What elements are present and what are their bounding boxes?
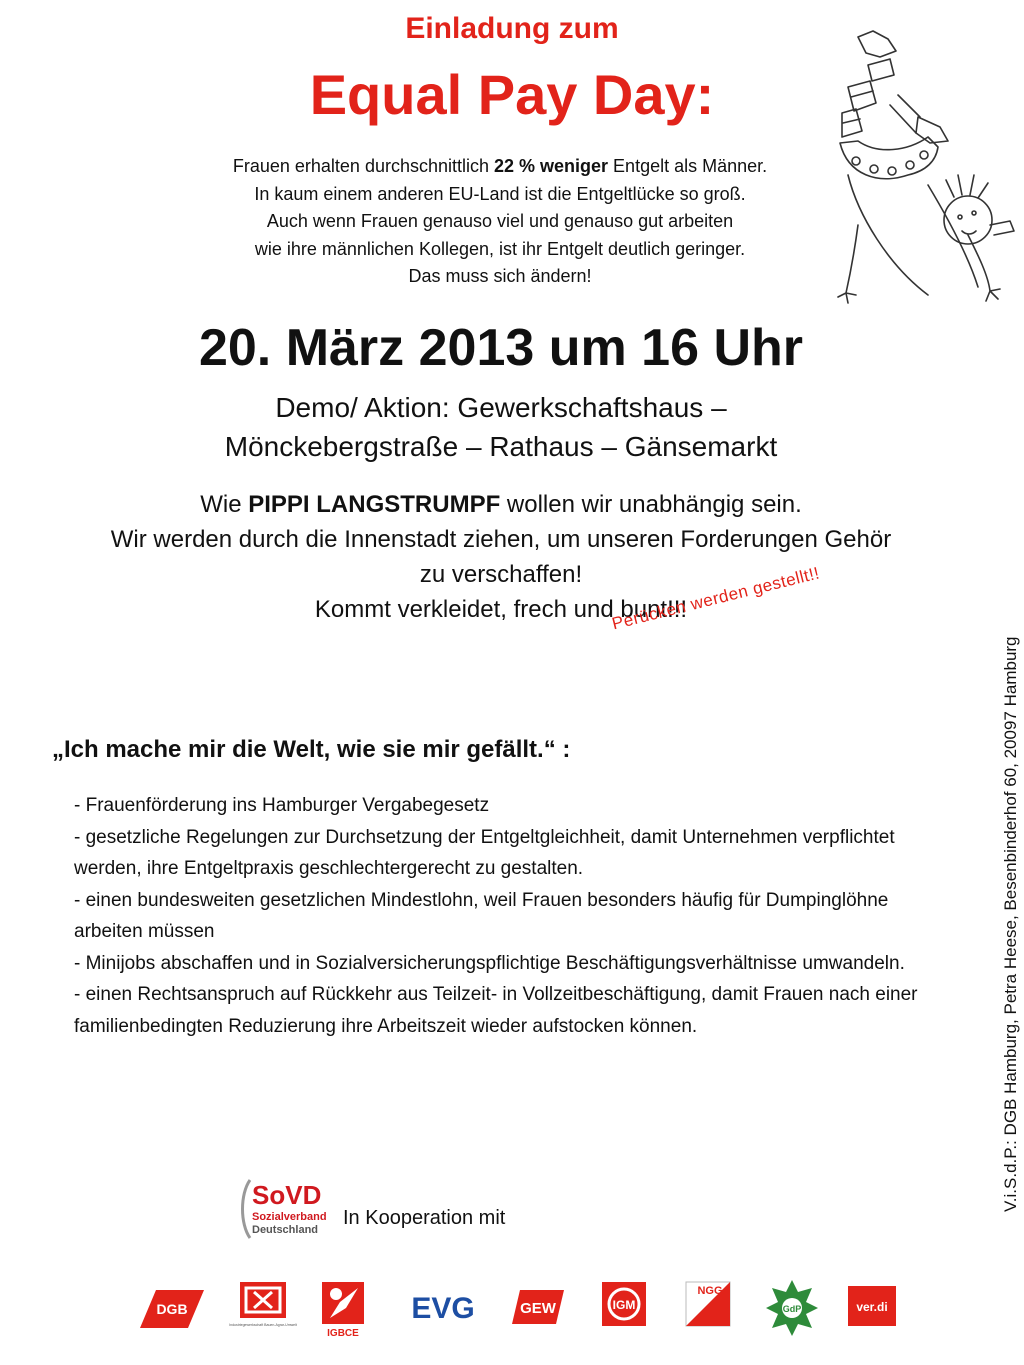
sovd-logo [238,1174,334,1244]
igm-logo-text: IGM [612,1298,636,1312]
sovd-logo-sub1: Sozialverband [252,1211,327,1223]
evg-logo-text: EVG [411,1292,475,1325]
list-item: - Frauenförderung ins Hamburger Vergabegesetz [74,795,490,816]
pippi-line-1-pre: Wie [200,491,249,518]
pippi-line-1 [40,487,962,522]
pippi-line-4: Kommt verkleidet, frech und bunt!!! [314,596,688,623]
demands-list [74,790,954,1042]
intro-line-1-pre: Frauen erhalten durchschnittlich [232,156,494,176]
gew-logo [512,1278,564,1338]
intro-text [150,153,850,291]
intro-highlight: 22 % weniger [494,156,609,176]
page-title: Equal Pay Day: [309,63,715,126]
event-datetime: 20. März 2013 um 16 Uhr [198,319,804,377]
sovd-logo-name: SoVD [252,1180,322,1210]
pippi-line-3: zu verschaffen! [419,561,583,588]
verdi-logo [846,1278,898,1338]
pippi-line-2: Wir werden durch die Innenstadt ziehen, um unseren Forderungen Gehör [110,526,892,553]
ngg-logo [684,1278,732,1338]
igm-logo [598,1278,650,1338]
list-item: - einen Rechtsanspruch auf Rückkehr aus Teilzeit- in Vollzeitbeschäftigung, damit Frauen nach einer familienbedingten Reduzierung ihre Arbeitszeit wieder aufstocken können. [74,984,918,1037]
gew-logo-text: GEW [520,1300,556,1317]
list-item: - gesetzliche Regelungen zur Durchsetzung der Entgeltgleichheit, damit Unternehmen verpflichtet werden, ihre Entgeltpraxis geschlechtergerecht zu gestalten. [74,826,895,879]
intro-line-1-post: Entgelt als Männer. [608,156,768,176]
cooperation-label: In Kooperation mit [343,1207,506,1229]
list-item: - einen bundesweiten gesetzlichen Mindestlohn, weil Frauen besonders häufig für Dumpinglöhne arbeiten müssen [74,889,889,942]
intro-line-1 [150,153,850,181]
list-item: - Minijobs abschaffen und in Sozialversicherungspflichtige Beschäftigungsverhältnisse umwandeln. [74,952,905,974]
sovd-logo-sub2: Deutschland [252,1224,319,1236]
intro-line-4: wie ihre männlichen Kollegen, ist ihr Entgelt deutlich geringer. [254,238,746,259]
intro-line-2: In kaum einem anderen EU-Land ist die Entgeltlücke so groß. [254,183,746,204]
gdp-logo [764,1278,820,1338]
route-line-2: Mönckebergstraße – Rathaus – Gänsemarkt [224,431,778,462]
igbau-logo-text: Industriegewerkschaft Bauen-Agrar-Umwelt [229,1323,297,1327]
igbce-logo-text: IGBCE [327,1328,359,1339]
evg-logo [394,1278,492,1338]
intro-line-3: Auch wenn Frauen genauso viel und genauso gut arbeiten [266,211,734,231]
invitation-heading: Einladung zum [405,12,619,45]
verdi-logo-text: ver.di [856,1300,888,1314]
quote-heading: „Ich mache mir die Welt, wie sie mir gefällt.“ : [52,736,571,763]
igbce-logo [320,1278,366,1338]
intro-line-5: Das muss sich ändern! [408,266,592,286]
igbau-logo [229,1278,297,1338]
pippi-line-1-post: wollen wir unabhängig sein. [500,491,802,518]
route-line-1: Demo/ Aktion: Gewerkschaftshaus – [275,392,727,423]
pippi-call [40,487,962,627]
imprint-visdp: V.i.S.d.P.: DGB Hamburg, Petra Heese, Besenbinderhof 60, 20097 Hamburg [1001,636,1020,1212]
wigs-note: Perücken werden gestellt!! [610,563,822,634]
ngg-logo-text: NGG [697,1285,723,1297]
dgb-logo-text: DGB [156,1301,188,1317]
pippi-drawing [818,25,1018,315]
dgb-logo [140,1278,206,1338]
pippi-name: PIPPI LANGSTRUMPF [248,491,501,518]
event-route [0,388,1002,466]
gdp-logo-text: GdP [782,1304,802,1314]
